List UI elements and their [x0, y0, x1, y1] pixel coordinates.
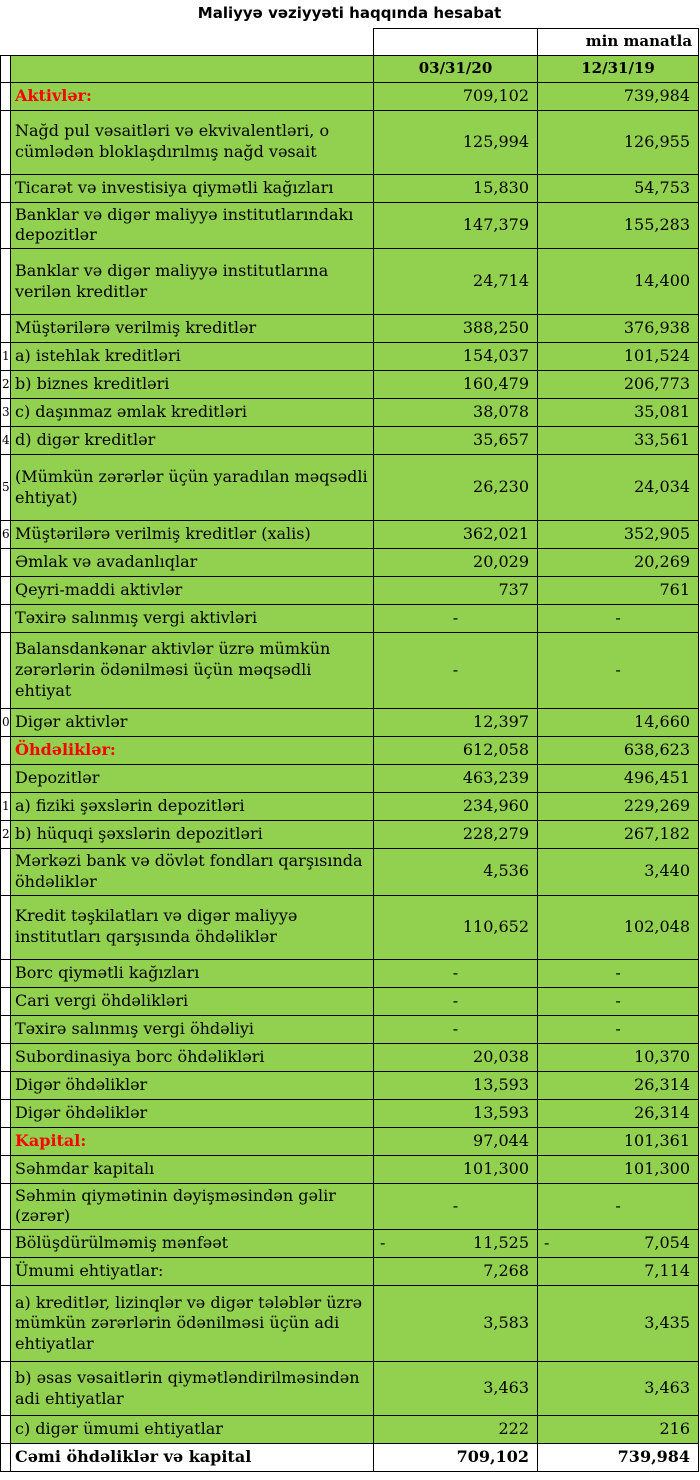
- table-row: [1, 959, 699, 987]
- row-label-cell[interactable]: Qeyri-maddi aktivlər: [11, 577, 374, 605]
- col-header-period-1[interactable]: 03/31/20: [374, 55, 538, 82]
- row-number-cell[interactable]: [1, 959, 11, 987]
- row-label-cell[interactable]: c) daşınmaz əmlak kreditləri: [11, 399, 374, 427]
- row-label-cell[interactable]: Banklar və digər maliyyə institutlarına verilən kreditlər: [11, 249, 374, 315]
- negative-sign: -: [380, 1233, 386, 1253]
- value-cell-period-2[interactable]: -: [538, 1015, 699, 1043]
- value-cell-period-2[interactable]: 3,463: [538, 1362, 699, 1416]
- row-label-cell[interactable]: a) kreditlər, lizinqlər və digər tələblər üzrə mümkün zərərlərin ödənilməsi üçün adi ehtiyatlar: [11, 1286, 374, 1362]
- value-cell-period-2[interactable]: 376,938: [538, 315, 699, 343]
- row-number-cell[interactable]: [1, 577, 11, 605]
- table-row: [1, 737, 699, 765]
- table-row: [1, 793, 699, 821]
- row-label-cell[interactable]: b) biznes kreditləri: [11, 371, 374, 399]
- table-row: [1, 765, 699, 793]
- negative-sign: -: [544, 1233, 550, 1253]
- row-number-cell[interactable]: [1, 1258, 11, 1286]
- row-label-cell[interactable]: Subordinasiya borc öhdəlikləri: [11, 1043, 374, 1071]
- value-cell-period-1[interactable]: 147,379: [374, 202, 538, 249]
- row-label-cell[interactable]: Kapital:: [11, 1127, 374, 1155]
- row-number-cell[interactable]: [1, 1286, 11, 1362]
- row-label-cell[interactable]: Səhmin qiymətinin dəyişməsindən gəlir (zərər): [11, 1183, 374, 1230]
- table-row: [1, 1444, 699, 1472]
- value-cell-period-2[interactable]: 267,182: [538, 821, 699, 849]
- value-cell-period-1[interactable]: -: [374, 605, 538, 633]
- row-label-cell[interactable]: Səhmdar kapitalı: [11, 1155, 374, 1183]
- row-number-cell[interactable]: [1, 1043, 11, 1071]
- value-cell-period-2[interactable]: 26,314: [538, 1071, 699, 1099]
- table-row: [1, 249, 699, 315]
- row-number-cell[interactable]: [1, 849, 11, 896]
- row-label-cell[interactable]: c) digər ümumi ehtiyatlar: [11, 1416, 374, 1444]
- table-row: [1, 1286, 699, 1362]
- value-cell-period-1[interactable]: 20,029: [374, 549, 538, 577]
- row-label-cell[interactable]: Təxirə salınmış vergi öhdəliyi: [11, 1015, 374, 1043]
- value-cell-period-2[interactable]: 126,955: [538, 110, 699, 174]
- value-cell-period-2[interactable]: 7,114: [538, 1258, 699, 1286]
- header-empty-cell[interactable]: [374, 28, 538, 55]
- row-number-cell[interactable]: [1, 1362, 11, 1416]
- value-cell-period-1[interactable]: 612,058: [374, 737, 538, 765]
- row-label-cell[interactable]: Cəmi öhdəliklər və kapital: [11, 1444, 374, 1472]
- value-cell-period-1[interactable]: 101,300: [374, 1155, 538, 1183]
- value-cell-period-2[interactable]: 3,435: [538, 1286, 699, 1362]
- row-label-cell[interactable]: Banklar və digər maliyyə institutlarındakı depozitlər: [11, 202, 374, 249]
- units-row: [1, 28, 699, 55]
- value-cell-period-1[interactable]: 13,593: [374, 1099, 538, 1127]
- table-row: [1, 1155, 699, 1183]
- table-row: [1, 82, 699, 110]
- row-number-cell[interactable]: [1, 765, 11, 793]
- row-label-cell[interactable]: Depozitlər: [11, 765, 374, 793]
- value-cell-period-1[interactable]: 222: [374, 1416, 538, 1444]
- row-number-cell[interactable]: [1, 249, 11, 315]
- cell-value: 11,525: [473, 1233, 529, 1253]
- row-label-cell[interactable]: Digər öhdəliklər: [11, 1099, 374, 1127]
- row-label-cell[interactable]: Təxirə salınmış vergi aktivləri: [11, 605, 374, 633]
- row-number-cell[interactable]: 0: [1, 709, 11, 737]
- row-label-cell[interactable]: Ticarət və investisiya qiymətli kağızları: [11, 174, 374, 202]
- row-number-cell[interactable]: [1, 1099, 11, 1127]
- row-label-cell[interactable]: b) hüquqi şəxslərin depozitləri: [11, 821, 374, 849]
- table-row: [1, 1230, 699, 1258]
- value-cell-period-2[interactable]: -: [538, 1183, 699, 1230]
- table-row: [1, 1043, 699, 1071]
- cell-value: 7,054: [644, 1233, 691, 1253]
- table-row: [1, 605, 699, 633]
- value-cell-period-1[interactable]: 388,250: [374, 315, 538, 343]
- row-number-cell[interactable]: [1, 895, 11, 959]
- value-cell-period-1[interactable]: 709,102: [374, 82, 538, 110]
- table-row: [1, 987, 699, 1015]
- row-label-cell[interactable]: Müştərilərə verilmiş kreditlər: [11, 315, 374, 343]
- row-number-cell[interactable]: [1, 315, 11, 343]
- row-label-cell[interactable]: Mərkəzi bank və dövlət fondları qarşısında öhdəliklər: [11, 849, 374, 896]
- dates-row: [1, 55, 699, 82]
- value-cell-period-1[interactable]: -: [374, 633, 538, 709]
- row-label-cell[interactable]: Əmlak və avadanlıqlar: [11, 549, 374, 577]
- table-header: [1, 0, 699, 82]
- value-cell-period-1[interactable]: -: [374, 959, 538, 987]
- value-cell-period-2[interactable]: 3,440: [538, 849, 699, 896]
- value-cell-period-2[interactable]: -: [538, 959, 699, 987]
- row-number-cell[interactable]: [1, 987, 11, 1015]
- header-spacer-label: [11, 28, 374, 55]
- value-cell-period-2[interactable]: 14,400: [538, 249, 699, 315]
- value-cell-period-2[interactable]: 54,753: [538, 174, 699, 202]
- table-row: [1, 1416, 699, 1444]
- value-cell-period-1[interactable]: 4,536: [374, 849, 538, 896]
- row-label-cell[interactable]: a) fiziki şəxslərin depozitləri: [11, 793, 374, 821]
- value-cell-period-1[interactable]: 7,268: [374, 1258, 538, 1286]
- value-cell-period-1[interactable]: 160,479: [374, 371, 538, 399]
- value-cell-period-2[interactable]: 761: [538, 577, 699, 605]
- row-number-cell[interactable]: [1, 605, 11, 633]
- value-cell-period-1[interactable]: 709,102: [374, 1444, 538, 1472]
- value-cell-period-1[interactable]: 38,078: [374, 399, 538, 427]
- table-row: [1, 1362, 699, 1416]
- row-number-cell[interactable]: [1, 1015, 11, 1043]
- value-cell-period-1[interactable]: 737: [374, 577, 538, 605]
- value-cell-period-2[interactable]: 24,034: [538, 455, 699, 521]
- row-number-cell[interactable]: [1, 174, 11, 202]
- row-number-cell[interactable]: [1, 1183, 11, 1230]
- table-row: [1, 1099, 699, 1127]
- table-row: [1, 895, 699, 959]
- table-row: [1, 521, 699, 549]
- table-row: [1, 343, 699, 371]
- row-number-cell[interactable]: [1, 1127, 11, 1155]
- row-number-cell[interactable]: [1, 1155, 11, 1183]
- value-cell-period-1[interactable]: 125,994: [374, 110, 538, 174]
- row-number-cell[interactable]: 1: [1, 343, 11, 371]
- value-cell-period-1[interactable]: 35,657: [374, 427, 538, 455]
- value-cell-period-2[interactable]: 216: [538, 1416, 699, 1444]
- report-title: Maliyyə vəziyyəti haqqında hesabat: [1, 0, 699, 28]
- row-number-cell[interactable]: [1, 549, 11, 577]
- row-number-cell[interactable]: 5: [1, 455, 11, 521]
- row-label-cell[interactable]: d) digər kreditlər: [11, 427, 374, 455]
- value-cell-period-2[interactable]: -: [538, 633, 699, 709]
- value-cell-period-1[interactable]: 20,038: [374, 1043, 538, 1071]
- row-number-cell[interactable]: [1, 737, 11, 765]
- row-label-cell[interactable]: Digər öhdəliklər: [11, 1071, 374, 1099]
- value-cell-period-2[interactable]: 155,283: [538, 202, 699, 249]
- row-label-cell[interactable]: (Mümkün zərərlər üçün yaradılan məqsədli ehtiyat): [11, 455, 374, 521]
- row-number-cell[interactable]: 2: [1, 821, 11, 849]
- row-number-cell[interactable]: [1, 110, 11, 174]
- value-cell-period-2[interactable]: 739,984: [538, 82, 699, 110]
- table-row: [1, 1258, 699, 1286]
- table-row: [1, 315, 699, 343]
- units-label: min manatla: [538, 28, 699, 55]
- value-cell-period-2[interactable]: -: [538, 605, 699, 633]
- value-cell-period-2[interactable]: 352,905: [538, 521, 699, 549]
- value-cell-period-1[interactable]: -: [374, 1183, 538, 1230]
- value-cell-period-1[interactable]: -: [374, 987, 538, 1015]
- row-number-cell[interactable]: 1: [1, 793, 11, 821]
- value-cell-period-1[interactable]: 362,021: [374, 521, 538, 549]
- row-label-cell[interactable]: Ümumi ehtiyatlar:: [11, 1258, 374, 1286]
- value-cell-period-1[interactable]: 26,230: [374, 455, 538, 521]
- value-cell-period-1[interactable]: -: [374, 1015, 538, 1043]
- table-row: [1, 549, 699, 577]
- value-cell-period-2[interactable]: 638,623: [538, 737, 699, 765]
- table-body: [1, 82, 699, 1472]
- value-cell-period-1[interactable]: 234,960: [374, 793, 538, 821]
- row-label-cell[interactable]: Bölüşdürülməmiş mənfəət: [11, 1230, 374, 1258]
- row-number-cell[interactable]: 3: [1, 399, 11, 427]
- row-number-cell[interactable]: 2: [1, 371, 11, 399]
- row-number-cell[interactable]: [1, 1230, 11, 1258]
- header-spacer-num: [1, 28, 11, 55]
- value-cell-period-2[interactable]: 739,984: [538, 1444, 699, 1472]
- table-row: [1, 371, 699, 399]
- col-header-period-2[interactable]: 12/31/19: [538, 55, 699, 82]
- value-cell-period-1[interactable]: 15,830: [374, 174, 538, 202]
- table-row: [1, 1183, 699, 1230]
- table-row: [1, 455, 699, 521]
- value-cell-period-1[interactable]: 97,044: [374, 1127, 538, 1155]
- table-row: [1, 633, 699, 709]
- value-cell-period-1[interactable]: 154,037: [374, 343, 538, 371]
- row-number-cell[interactable]: [1, 633, 11, 709]
- corner-label-cell[interactable]: [11, 55, 374, 82]
- row-label-cell[interactable]: Kredit təşkilatları və digər maliyyə institutları qarşısında öhdəliklər: [11, 895, 374, 959]
- row-label-cell[interactable]: b) əsas vəsaitlərin qiymətləndirilməsindən adi ehtiyatlar: [11, 1362, 374, 1416]
- table-row: [1, 110, 699, 174]
- value-cell-period-2[interactable]: 206,773: [538, 371, 699, 399]
- value-cell-period-2[interactable]: 20,269: [538, 549, 699, 577]
- row-label-cell[interactable]: Aktivlər:: [11, 82, 374, 110]
- value-cell-period-1[interactable]: 228,279: [374, 821, 538, 849]
- value-cell-period-2[interactable]: 101,361: [538, 1127, 699, 1155]
- value-cell-period-2[interactable]: 101,524: [538, 343, 699, 371]
- row-label-cell[interactable]: Borc qiymətli kağızları: [11, 959, 374, 987]
- table-row: [1, 1015, 699, 1043]
- table-row: [1, 821, 699, 849]
- title-row: [1, 0, 699, 28]
- row-number-cell[interactable]: 6: [1, 521, 11, 549]
- row-label-cell[interactable]: Cari vergi öhdəlikləri: [11, 987, 374, 1015]
- row-label-cell[interactable]: Digər aktivlər: [11, 709, 374, 737]
- value-cell-period-1[interactable]: 3,583: [374, 1286, 538, 1362]
- row-number-cell[interactable]: [1, 82, 11, 110]
- value-cell-period-2[interactable]: 33,561: [538, 427, 699, 455]
- row-label-cell[interactable]: Balansdankənar aktivlər üzrə mümkün zərərlərin ödənilməsi üçün məqsədli ehtiyat: [11, 633, 374, 709]
- value-cell-period-1[interactable]: 110,652: [374, 895, 538, 959]
- table-row: [1, 577, 699, 605]
- table-row: [1, 709, 699, 737]
- value-cell-period-2[interactable]: 229,269: [538, 793, 699, 821]
- row-number-cell[interactable]: [1, 1444, 11, 1472]
- table-row: [1, 399, 699, 427]
- table-row: [1, 1127, 699, 1155]
- row-label-cell[interactable]: a) istehlak kreditləri: [11, 343, 374, 371]
- corner-num-cell[interactable]: [1, 55, 11, 82]
- table-row: [1, 1071, 699, 1099]
- value-cell-period-1[interactable]: 3,463: [374, 1362, 538, 1416]
- value-cell-period-1[interactable]: 12,397: [374, 709, 538, 737]
- table-row: [1, 174, 699, 202]
- row-number-cell[interactable]: [1, 202, 11, 249]
- row-label-cell[interactable]: Öhdəliklər:: [11, 737, 374, 765]
- value-cell-period-1[interactable]: [374, 1230, 538, 1258]
- table-row: [1, 849, 699, 896]
- value-cell-period-1[interactable]: 13,593: [374, 1071, 538, 1099]
- value-cell-period-2[interactable]: 26,314: [538, 1099, 699, 1127]
- row-number-cell[interactable]: [1, 1071, 11, 1099]
- value-cell-period-2[interactable]: 101,300: [538, 1155, 699, 1183]
- value-cell-period-2[interactable]: 35,081: [538, 399, 699, 427]
- value-cell-period-2[interactable]: 496,451: [538, 765, 699, 793]
- value-cell-period-2[interactable]: 14,660: [538, 709, 699, 737]
- row-label-cell[interactable]: Nağd pul vəsaitləri və ekvivalentləri, o cümlədən bloklaşdırılmış nağd vəsait: [11, 110, 374, 174]
- value-cell-period-1[interactable]: 463,239: [374, 765, 538, 793]
- value-cell-period-2[interactable]: [538, 1230, 699, 1258]
- table-row: [1, 202, 699, 249]
- row-number-cell[interactable]: 4: [1, 427, 11, 455]
- table-row: [1, 427, 699, 455]
- value-cell-period-2[interactable]: 102,048: [538, 895, 699, 959]
- row-label-cell[interactable]: Müştərilərə verilmiş kreditlər (xalis): [11, 521, 374, 549]
- value-cell-period-2[interactable]: 10,370: [538, 1043, 699, 1071]
- value-cell-period-1[interactable]: 24,714: [374, 249, 538, 315]
- value-cell-period-2[interactable]: -: [538, 987, 699, 1015]
- row-number-cell[interactable]: [1, 1416, 11, 1444]
